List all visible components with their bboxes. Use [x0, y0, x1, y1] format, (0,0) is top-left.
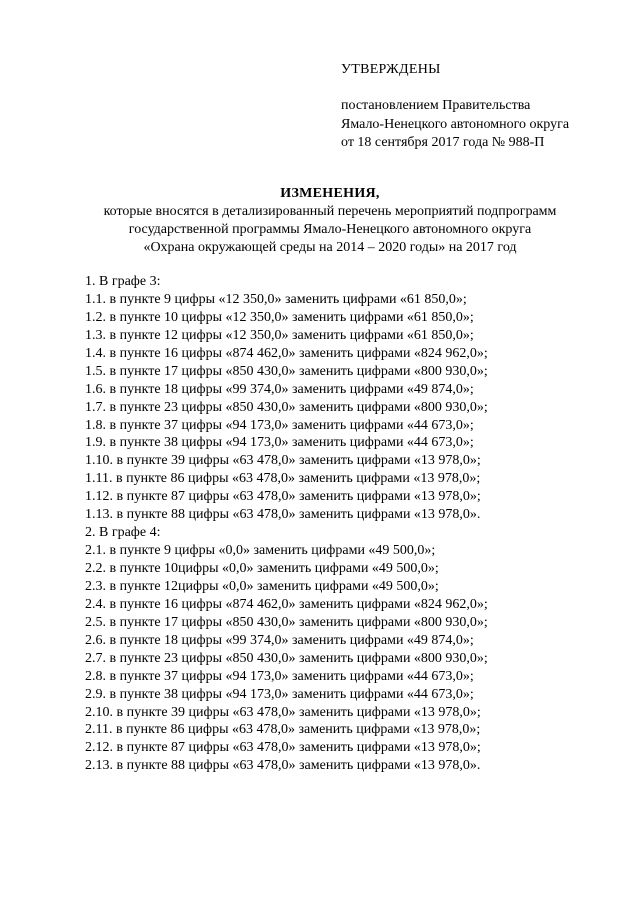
change-item: 1.5. в пункте 17 цифры «850 430,0» заменить цифрами «800 930,0»; — [85, 363, 488, 379]
change-item: 2.5. в пункте 17 цифры «850 430,0» заменить цифрами «800 930,0»; — [85, 614, 488, 630]
change-item: 1.11. в пункте 86 цифры «63 478,0» заменить цифрами «13 978,0»; — [85, 471, 481, 487]
approval-line: постановлением Правительства — [341, 98, 531, 113]
change-item: 1.6. в пункте 18 цифры «99 374,0» заменить цифрами «49 874,0»; — [85, 381, 474, 397]
change-item: 1.4. в пункте 16 цифры «874 462,0» заменить цифрами «824 962,0»; — [85, 345, 488, 361]
change-item: 2.6. в пункте 18 цифры «99 374,0» заменить цифрами «49 874,0»; — [85, 632, 474, 648]
change-item: 1.10. в пункте 39 цифры «63 478,0» заменить цифрами «13 978,0»; — [85, 453, 481, 469]
change-item: 2.3. в пункте 12цифры «0,0» заменить цифрами «49 500,0»; — [85, 578, 439, 594]
change-item: 1.8. в пункте 37 цифры «94 173,0» заменить цифрами «44 673,0»; — [85, 417, 474, 433]
approval-block — [341, 60, 631, 153]
change-item: 1. В графе 3: — [85, 274, 161, 289]
change-item: 2.7. в пункте 23 цифры «850 430,0» заменить цифрами «800 930,0»; — [85, 650, 488, 666]
change-item: 1.2. в пункте 10 цифры «12 350,0» заменить цифрами «61 850,0»; — [85, 309, 474, 325]
change-item: 2.8. в пункте 37 цифры «94 173,0» заменить цифрами «44 673,0»; — [85, 668, 474, 684]
approval-line: от 18 сентября 2017 года № 988-П — [341, 135, 545, 150]
change-item: 2.10. в пункте 39 цифры «63 478,0» заменить цифрами «13 978,0»; — [85, 704, 481, 720]
change-item: 2.1. в пункте 9 цифры «0,0» заменить цифрами «49 500,0»; — [85, 543, 436, 559]
document-subtitle-line: государственной программы Ямало-Ненецкого автономного округа — [128, 222, 532, 237]
change-item: 1.12. в пункте 87 цифры «63 478,0» заменить цифрами «13 978,0»; — [85, 489, 481, 505]
changes-list — [85, 273, 605, 775]
change-item: 2.2. в пункте 10цифры «0,0» заменить цифрами «49 500,0»; — [85, 561, 439, 576]
approval-stamp: УТВЕРЖДЕНЫ — [341, 62, 441, 77]
change-item: 1.7. в пункте 23 цифры «850 430,0» заменить цифрами «800 930,0»; — [85, 399, 488, 415]
document-title: ИЗМЕНЕНИЯ, — [280, 186, 380, 201]
change-item: 2.9. в пункте 38 цифры «94 173,0» заменить цифрами «44 673,0»; — [85, 686, 474, 702]
approval-line: Ямало-Ненецкого автономного округа — [341, 116, 570, 132]
change-item: 1.13. в пункте 88 цифры «63 478,0» заменить цифрами «13 978,0». — [85, 507, 481, 523]
document-heading — [60, 185, 600, 257]
document-subtitle-line: которые вносятся в детализированный перечень мероприятий подпрограмм — [103, 204, 557, 219]
change-item: 1.1. в пункте 9 цифры «12 350,0» заменить цифрами «61 850,0»; — [85, 291, 467, 307]
change-item: 2.12. в пункте 87 цифры «63 478,0» заменить цифрами «13 978,0»; — [85, 740, 481, 756]
change-item: 2.13. в пункте 88 цифры «63 478,0» заменить цифрами «13 978,0». — [85, 758, 481, 774]
change-item: 2.4. в пункте 16 цифры «874 462,0» заменить цифрами «824 962,0»; — [85, 596, 488, 612]
document-subtitle-line: «Охрана окружающей среды на 2014 – 2020 годы» на 2017 год — [143, 240, 517, 255]
change-item: 1.9. в пункте 38 цифры «94 173,0» заменить цифрами «44 673,0»; — [85, 435, 474, 451]
change-item: 1.3. в пункте 12 цифры «12 350,0» заменить цифрами «61 850,0»; — [85, 327, 474, 343]
change-item: 2. В графе 4: — [85, 525, 161, 541]
change-item: 2.11. в пункте 86 цифры «63 478,0» заменить цифрами «13 978,0»; — [85, 722, 481, 738]
